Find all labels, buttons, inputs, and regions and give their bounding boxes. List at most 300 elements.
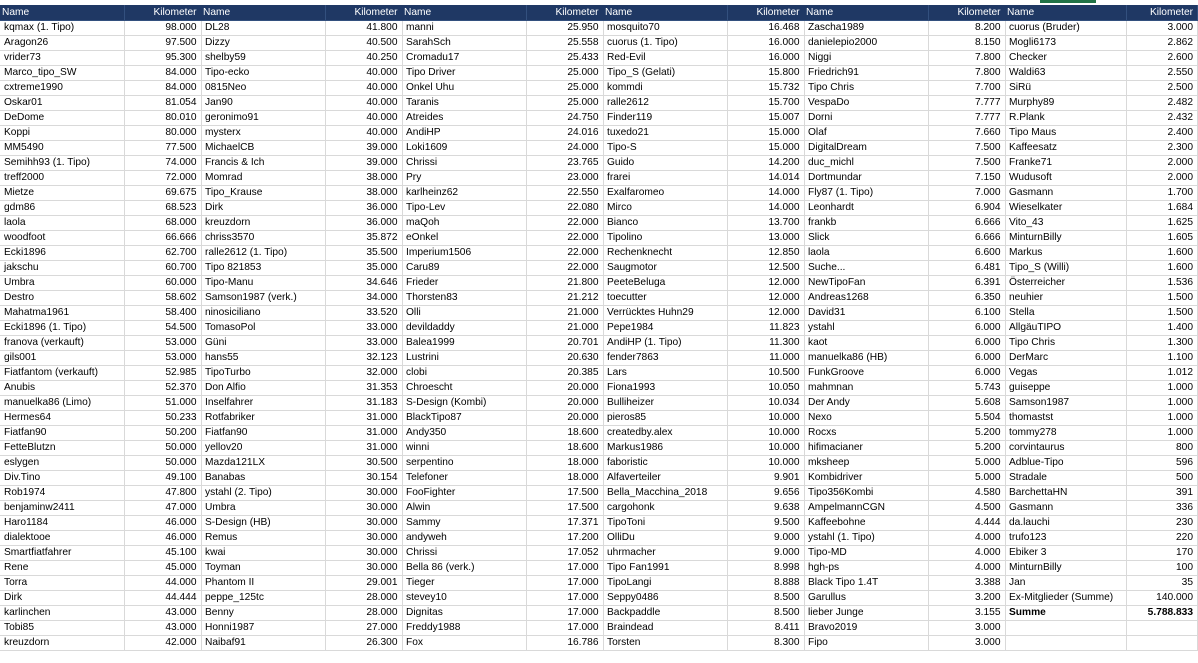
kilometer-cell[interactable]: 34.646 <box>325 276 402 291</box>
kilometer-cell[interactable]: 38.000 <box>325 171 402 186</box>
name-cell[interactable]: Pry <box>402 171 526 186</box>
kilometer-cell[interactable]: 6.666 <box>928 216 1005 231</box>
name-cell[interactable]: Bella_Macchina_2018 <box>603 486 727 501</box>
name-cell[interactable]: AndiHP <box>402 126 526 141</box>
name-cell[interactable]: trufo123 <box>1005 531 1126 546</box>
kilometer-cell[interactable]: 49.100 <box>124 471 201 486</box>
name-cell[interactable]: S-Design (Kombi) <box>402 396 526 411</box>
name-cell[interactable]: Guido <box>603 156 727 171</box>
kilometer-cell[interactable]: 44.000 <box>124 576 201 591</box>
kilometer-cell[interactable]: 6.100 <box>928 306 1005 321</box>
kilometer-cell[interactable]: 30.000 <box>325 561 402 576</box>
name-cell[interactable]: Phantom II <box>201 576 325 591</box>
name-cell[interactable]: Tipo-ecko <box>201 66 325 81</box>
kilometer-cell[interactable]: 40.000 <box>325 96 402 111</box>
name-cell[interactable]: Torsten <box>603 636 727 651</box>
kilometer-cell[interactable]: 2.432 <box>1126 111 1197 126</box>
kilometer-cell[interactable]: 23.765 <box>526 156 603 171</box>
name-cell[interactable]: kreuzdorn <box>0 636 124 651</box>
kilometer-cell[interactable]: 1.600 <box>1126 261 1197 276</box>
kilometer-cell[interactable]: 20.000 <box>526 396 603 411</box>
kilometer-cell[interactable]: 15.700 <box>727 96 804 111</box>
kilometer-cell[interactable]: 45.000 <box>124 561 201 576</box>
kilometer-cell[interactable]: 21.000 <box>526 321 603 336</box>
name-cell[interactable]: Imperium1506 <box>402 246 526 261</box>
name-cell[interactable]: Francis & Ich <box>201 156 325 171</box>
kilometer-cell[interactable]: 21.212 <box>526 291 603 306</box>
name-cell[interactable]: Friedrich91 <box>804 66 928 81</box>
kilometer-cell[interactable]: 10.050 <box>727 381 804 396</box>
kilometer-cell[interactable]: 2.000 <box>1126 156 1197 171</box>
name-cell[interactable]: Sammy <box>402 516 526 531</box>
name-cell[interactable]: Gasmann <box>1005 501 1126 516</box>
name-cell[interactable]: kqmax (1. Tipo) <box>0 21 124 36</box>
name-cell[interactable]: geronimo91 <box>201 111 325 126</box>
name-cell[interactable]: cargohonk <box>603 501 727 516</box>
name-cell[interactable]: kommdi <box>603 81 727 96</box>
kilometer-cell[interactable]: 11.300 <box>727 336 804 351</box>
name-cell[interactable]: Jan90 <box>201 96 325 111</box>
name-cell[interactable]: thomastst <box>1005 411 1126 426</box>
kilometer-cell[interactable]: 31.000 <box>325 441 402 456</box>
name-cell[interactable]: maQoh <box>402 216 526 231</box>
name-cell[interactable]: mksheep <box>804 456 928 471</box>
kilometer-cell[interactable]: 30.000 <box>325 546 402 561</box>
kilometer-cell[interactable]: 6.481 <box>928 261 1005 276</box>
name-header[interactable]: Name <box>201 5 325 21</box>
name-cell[interactable]: Tipo Maus <box>1005 126 1126 141</box>
kilometer-cell[interactable]: 6.666 <box>928 231 1005 246</box>
name-cell[interactable]: eOnkel <box>402 231 526 246</box>
kilometer-cell[interactable]: 22.080 <box>526 201 603 216</box>
name-cell[interactable]: hans55 <box>201 351 325 366</box>
kilometer-cell[interactable]: 32.123 <box>325 351 402 366</box>
name-cell[interactable]: frarei <box>603 171 727 186</box>
name-cell[interactable]: Tipo Chris <box>1005 336 1126 351</box>
name-cell[interactable]: ystahl (2. Tipo) <box>201 486 325 501</box>
name-cell[interactable]: Exalfaromeo <box>603 186 727 201</box>
name-cell[interactable]: Tipolino <box>603 231 727 246</box>
kilometer-cell[interactable]: 33.000 <box>325 321 402 336</box>
name-cell[interactable]: DeDome <box>0 111 124 126</box>
kilometer-cell[interactable]: 30.000 <box>325 486 402 501</box>
kilometer-cell[interactable]: 40.000 <box>325 81 402 96</box>
kilometer-cell[interactable]: 6.000 <box>928 336 1005 351</box>
kilometer-cell[interactable]: 28.000 <box>325 606 402 621</box>
name-cell[interactable]: TomasoPol <box>201 321 325 336</box>
kilometer-cell[interactable]: 58.400 <box>124 306 201 321</box>
name-cell[interactable]: tommy278 <box>1005 426 1126 441</box>
name-cell[interactable]: OlliDu <box>603 531 727 546</box>
kilometer-cell[interactable]: 11.823 <box>727 321 804 336</box>
kilometer-cell[interactable]: 1.700 <box>1126 186 1197 201</box>
kilometer-cell[interactable]: 31.353 <box>325 381 402 396</box>
name-cell[interactable]: Mahatma1961 <box>0 306 124 321</box>
name-cell[interactable]: createdby.alex <box>603 426 727 441</box>
kilometer-cell[interactable]: 4.444 <box>928 516 1005 531</box>
kilometer-cell[interactable]: 16.786 <box>526 636 603 651</box>
kilometer-cell[interactable]: 31.000 <box>325 411 402 426</box>
name-cell[interactable]: Stradale <box>1005 471 1126 486</box>
kilometer-cell[interactable]: 4.000 <box>928 561 1005 576</box>
name-cell[interactable]: ralle2612 <box>603 96 727 111</box>
name-cell[interactable]: DigitalDream <box>804 141 928 156</box>
kilometer-cell[interactable]: 35 <box>1126 576 1197 591</box>
name-cell[interactable]: hifimacianer <box>804 441 928 456</box>
kilometer-cell[interactable]: 3.200 <box>928 591 1005 606</box>
kilometer-cell[interactable]: 41.800 <box>325 21 402 36</box>
kilometer-cell[interactable]: 12.000 <box>727 291 804 306</box>
name-cell[interactable]: Waldi63 <box>1005 66 1126 81</box>
kilometer-cell[interactable]: 68.000 <box>124 216 201 231</box>
name-cell[interactable]: Dizzy <box>201 36 325 51</box>
name-cell[interactable]: clobi <box>402 366 526 381</box>
name-cell[interactable]: Oskar01 <box>0 96 124 111</box>
kilometer-cell[interactable]: 1.300 <box>1126 336 1197 351</box>
kilometer-cell[interactable]: 8.200 <box>928 21 1005 36</box>
name-cell[interactable]: Telefoner <box>402 471 526 486</box>
kilometer-cell[interactable]: 500 <box>1126 471 1197 486</box>
name-cell[interactable]: Remus <box>201 531 325 546</box>
kilometer-cell[interactable]: 1.100 <box>1126 351 1197 366</box>
kilometer-cell[interactable]: 5.200 <box>928 426 1005 441</box>
kilometer-cell[interactable]: 15.007 <box>727 111 804 126</box>
name-cell[interactable]: Olli <box>402 306 526 321</box>
name-cell[interactable]: Ebiker 3 <box>1005 546 1126 561</box>
name-cell[interactable]: Tipo-MD <box>804 546 928 561</box>
kilometer-cell[interactable]: 42.000 <box>124 636 201 651</box>
name-cell[interactable]: Black Tipo 1.4T <box>804 576 928 591</box>
kilometer-cell[interactable]: 40.000 <box>325 126 402 141</box>
name-cell[interactable]: Dirk <box>201 201 325 216</box>
kilometer-cell[interactable]: 35.000 <box>325 261 402 276</box>
kilometer-cell[interactable]: 1.400 <box>1126 321 1197 336</box>
kilometer-cell[interactable]: 84.000 <box>124 66 201 81</box>
kilometer-cell[interactable]: 1.605 <box>1126 231 1197 246</box>
name-cell[interactable]: Dignitas <box>402 606 526 621</box>
kilometer-cell[interactable]: 40.250 <box>325 51 402 66</box>
name-cell[interactable]: Fipo <box>804 636 928 651</box>
name-cell[interactable]: Fly87 (1. Tipo) <box>804 186 928 201</box>
name-header[interactable]: Name <box>402 5 526 21</box>
name-cell[interactable]: Toyman <box>201 561 325 576</box>
name-cell[interactable]: Tobi85 <box>0 621 124 636</box>
kilometer-cell[interactable]: 29.001 <box>325 576 402 591</box>
kilometer-cell[interactable]: 52.370 <box>124 381 201 396</box>
name-cell[interactable]: ninosiciliano <box>201 306 325 321</box>
kilometer-header[interactable]: Kilometer <box>727 5 804 21</box>
kilometer-cell[interactable]: 53.000 <box>124 351 201 366</box>
kilometer-cell[interactable]: 10.000 <box>727 426 804 441</box>
kilometer-cell[interactable]: 20.701 <box>526 336 603 351</box>
kilometer-cell[interactable]: 8.500 <box>727 591 804 606</box>
name-cell[interactable]: TipoToni <box>603 516 727 531</box>
name-cell[interactable]: Mazda121LX <box>201 456 325 471</box>
name-cell[interactable]: Niggi <box>804 51 928 66</box>
name-cell[interactable]: Markus1986 <box>603 441 727 456</box>
name-cell[interactable]: MinturnBilly <box>1005 231 1126 246</box>
kilometer-cell[interactable]: 5.200 <box>928 441 1005 456</box>
kilometer-cell[interactable]: 7.777 <box>928 111 1005 126</box>
kilometer-cell[interactable]: 18.600 <box>526 441 603 456</box>
kilometer-cell[interactable]: 140.000 <box>1126 591 1197 606</box>
kilometer-cell[interactable]: 8.411 <box>727 621 804 636</box>
kilometer-cell[interactable]: 1.684 <box>1126 201 1197 216</box>
kilometer-cell[interactable]: 391 <box>1126 486 1197 501</box>
kilometer-cell[interactable]: 18.000 <box>526 456 603 471</box>
name-cell[interactable]: Tipo-Manu <box>201 276 325 291</box>
name-cell[interactable]: SarahSch <box>402 36 526 51</box>
name-cell[interactable]: VespaDo <box>804 96 928 111</box>
name-cell[interactable]: cxtreme1990 <box>0 81 124 96</box>
kilometer-cell[interactable]: 20.385 <box>526 366 603 381</box>
kilometer-cell[interactable]: 34.000 <box>325 291 402 306</box>
kilometer-cell[interactable]: 14.200 <box>727 156 804 171</box>
kilometer-cell[interactable]: 18.000 <box>526 471 603 486</box>
name-cell[interactable]: manuelka86 (HB) <box>804 351 928 366</box>
name-cell[interactable]: Finder119 <box>603 111 727 126</box>
kilometer-cell[interactable]: 2.500 <box>1126 81 1197 96</box>
name-cell[interactable]: Murphy89 <box>1005 96 1126 111</box>
name-cell[interactable]: laola <box>804 246 928 261</box>
name-cell[interactable]: laola <box>0 216 124 231</box>
name-cell[interactable]: PeeteBeluga <box>603 276 727 291</box>
name-cell[interactable]: kwai <box>201 546 325 561</box>
kilometer-cell[interactable]: 36.000 <box>325 201 402 216</box>
name-header[interactable]: Name <box>603 5 727 21</box>
name-cell[interactable]: ystahl <box>804 321 928 336</box>
kilometer-cell[interactable]: 6.000 <box>928 351 1005 366</box>
name-cell[interactable]: Cromadu17 <box>402 51 526 66</box>
kilometer-cell[interactable]: 14.000 <box>727 201 804 216</box>
name-cell[interactable]: FooFighter <box>402 486 526 501</box>
name-cell[interactable]: chriss3570 <box>201 231 325 246</box>
name-cell[interactable]: Nexo <box>804 411 928 426</box>
name-cell[interactable]: Red-Evil <box>603 51 727 66</box>
kilometer-cell[interactable]: 220 <box>1126 531 1197 546</box>
name-cell[interactable]: Caru89 <box>402 261 526 276</box>
kilometer-cell[interactable]: 13.000 <box>727 231 804 246</box>
name-cell[interactable]: Stella <box>1005 306 1126 321</box>
name-cell[interactable]: woodfoot <box>0 231 124 246</box>
name-cell[interactable]: Bianco <box>603 216 727 231</box>
name-cell[interactable]: duc_michl <box>804 156 928 171</box>
name-cell[interactable]: Hermes64 <box>0 411 124 426</box>
kilometer-cell[interactable]: 7.777 <box>928 96 1005 111</box>
kilometer-cell[interactable]: 1.000 <box>1126 426 1197 441</box>
kilometer-cell[interactable]: 17.200 <box>526 531 603 546</box>
name-cell[interactable]: Summe <box>1005 606 1126 621</box>
name-cell[interactable]: Tipo Driver <box>402 66 526 81</box>
name-cell[interactable]: devildaddy <box>402 321 526 336</box>
kilometer-cell[interactable]: 43.000 <box>124 606 201 621</box>
name-cell[interactable]: winni <box>402 441 526 456</box>
kilometer-cell[interactable]: 9.638 <box>727 501 804 516</box>
name-cell[interactable]: eslygen <box>0 456 124 471</box>
kilometer-cell[interactable]: 25.950 <box>526 21 603 36</box>
name-cell[interactable]: Chrissi <box>402 546 526 561</box>
kilometer-cell[interactable]: 30.000 <box>325 501 402 516</box>
kilometer-cell[interactable]: 6.904 <box>928 201 1005 216</box>
kilometer-cell[interactable]: 95.300 <box>124 51 201 66</box>
name-cell[interactable]: Tipo_S (Willi) <box>1005 261 1126 276</box>
kilometer-cell[interactable]: 6.000 <box>928 321 1005 336</box>
kilometer-cell[interactable]: 25.000 <box>526 96 603 111</box>
kilometer-cell[interactable]: 33.000 <box>325 336 402 351</box>
kilometer-cell[interactable]: 336 <box>1126 501 1197 516</box>
kilometer-cell[interactable]: 35.872 <box>325 231 402 246</box>
name-cell[interactable]: serpentino <box>402 456 526 471</box>
name-cell[interactable]: karlheinz62 <box>402 186 526 201</box>
name-cell[interactable]: Don Alfio <box>201 381 325 396</box>
kilometer-cell[interactable]: 74.000 <box>124 156 201 171</box>
name-cell[interactable]: Checker <box>1005 51 1126 66</box>
kilometer-cell[interactable]: 23.000 <box>526 171 603 186</box>
name-cell[interactable]: DerMarc <box>1005 351 1126 366</box>
name-cell[interactable]: Rob1974 <box>0 486 124 501</box>
kilometer-cell[interactable]: 800 <box>1126 441 1197 456</box>
kilometer-cell[interactable]: 45.100 <box>124 546 201 561</box>
kilometer-cell[interactable]: 1.536 <box>1126 276 1197 291</box>
name-cell[interactable]: R.Plank <box>1005 111 1126 126</box>
kilometer-cell[interactable] <box>1126 636 1197 651</box>
kilometer-cell[interactable]: 16.468 <box>727 21 804 36</box>
kilometer-cell[interactable]: 17.000 <box>526 591 603 606</box>
name-cell[interactable]: gils001 <box>0 351 124 366</box>
kilometer-cell[interactable]: 16.000 <box>727 36 804 51</box>
name-cell[interactable]: neuhier <box>1005 291 1126 306</box>
name-cell[interactable]: Anubis <box>0 381 124 396</box>
kilometer-cell[interactable]: 6.600 <box>928 246 1005 261</box>
name-cell[interactable]: Vito_43 <box>1005 216 1126 231</box>
name-cell[interactable]: Mogli6173 <box>1005 36 1126 51</box>
name-cell[interactable]: Tipo-S <box>603 141 727 156</box>
kilometer-cell[interactable]: 54.500 <box>124 321 201 336</box>
name-cell[interactable]: Benny <box>201 606 325 621</box>
name-cell[interactable]: karlinchen <box>0 606 124 621</box>
kilometer-cell[interactable]: 7.800 <box>928 66 1005 81</box>
name-cell[interactable]: Mirco <box>603 201 727 216</box>
kilometer-cell[interactable]: 15.000 <box>727 141 804 156</box>
kilometer-cell[interactable]: 17.000 <box>526 606 603 621</box>
kilometer-cell[interactable]: 28.000 <box>325 591 402 606</box>
kilometer-cell[interactable]: 1.000 <box>1126 396 1197 411</box>
kilometer-cell[interactable]: 80.010 <box>124 111 201 126</box>
name-cell[interactable]: ystahl (1. Tipo) <box>804 531 928 546</box>
kilometer-cell[interactable]: 25.000 <box>526 81 603 96</box>
name-cell[interactable]: Olaf <box>804 126 928 141</box>
kilometer-cell[interactable]: 53.000 <box>124 336 201 351</box>
name-cell[interactable]: Div.Tino <box>0 471 124 486</box>
kilometer-cell[interactable]: 9.901 <box>727 471 804 486</box>
kilometer-cell[interactable]: 39.000 <box>325 141 402 156</box>
kilometer-header[interactable]: Kilometer <box>1126 5 1197 21</box>
name-cell[interactable]: Backpaddle <box>603 606 727 621</box>
kilometer-cell[interactable]: 81.054 <box>124 96 201 111</box>
name-cell[interactable]: Taranis <box>402 96 526 111</box>
name-cell[interactable]: Umbra <box>201 501 325 516</box>
name-cell[interactable]: Andreas1268 <box>804 291 928 306</box>
kilometer-cell[interactable]: 21.000 <box>526 306 603 321</box>
name-cell[interactable]: 0815Neo <box>201 81 325 96</box>
kilometer-cell[interactable]: 58.602 <box>124 291 201 306</box>
kilometer-cell[interactable]: 20.000 <box>526 381 603 396</box>
name-cell[interactable]: Chroescht <box>402 381 526 396</box>
name-cell[interactable]: stevey10 <box>402 591 526 606</box>
kilometer-cell[interactable]: 32.000 <box>325 366 402 381</box>
kilometer-cell[interactable]: 69.675 <box>124 186 201 201</box>
name-cell[interactable]: FetteBlutzn <box>0 441 124 456</box>
kilometer-cell[interactable]: 3.000 <box>928 636 1005 651</box>
kilometer-cell[interactable]: 2.400 <box>1126 126 1197 141</box>
name-cell[interactable]: Rotfabriker <box>201 411 325 426</box>
kilometer-cell[interactable]: 31.000 <box>325 426 402 441</box>
kilometer-cell[interactable]: 5.608 <box>928 396 1005 411</box>
kilometer-cell[interactable]: 9.500 <box>727 516 804 531</box>
kilometer-cell[interactable]: 39.000 <box>325 156 402 171</box>
name-cell[interactable]: mahmnan <box>804 381 928 396</box>
name-cell[interactable]: Thorsten83 <box>402 291 526 306</box>
kilometer-cell[interactable]: 9.656 <box>727 486 804 501</box>
name-cell[interactable]: Momrad <box>201 171 325 186</box>
name-cell[interactable]: Pepe1984 <box>603 321 727 336</box>
name-cell[interactable] <box>1005 621 1126 636</box>
kilometer-cell[interactable]: 10.000 <box>727 441 804 456</box>
name-cell[interactable]: Semihh93 (1. Tipo) <box>0 156 124 171</box>
name-cell[interactable]: Braindead <box>603 621 727 636</box>
name-cell[interactable]: TipoTurbo <box>201 366 325 381</box>
name-cell[interactable]: gdm86 <box>0 201 124 216</box>
name-cell[interactable]: kreuzdorn <box>201 216 325 231</box>
name-cell[interactable]: Seppy0486 <box>603 591 727 606</box>
name-cell[interactable]: Torra <box>0 576 124 591</box>
name-cell[interactable]: Österreicher <box>1005 276 1126 291</box>
name-cell[interactable]: BlackTipo87 <box>402 411 526 426</box>
name-cell[interactable]: Fiatfantom (verkauft) <box>0 366 124 381</box>
kilometer-cell[interactable]: 50.200 <box>124 426 201 441</box>
name-cell[interactable]: Der Andy <box>804 396 928 411</box>
name-cell[interactable]: Banabas <box>201 471 325 486</box>
kilometer-cell[interactable]: 40.500 <box>325 36 402 51</box>
kilometer-cell[interactable]: 4.580 <box>928 486 1005 501</box>
kilometer-cell[interactable]: 43.000 <box>124 621 201 636</box>
kilometer-cell[interactable]: 33.520 <box>325 306 402 321</box>
kilometer-cell[interactable]: 2.482 <box>1126 96 1197 111</box>
name-cell[interactable]: Fiatfan90 <box>0 426 124 441</box>
kilometer-cell[interactable]: 21.800 <box>526 276 603 291</box>
name-cell[interactable]: Mietze <box>0 186 124 201</box>
name-cell[interactable]: Garullus <box>804 591 928 606</box>
kilometer-cell[interactable]: 2.600 <box>1126 51 1197 66</box>
name-cell[interactable]: FunkGroove <box>804 366 928 381</box>
name-cell[interactable]: Saugmotor <box>603 261 727 276</box>
name-cell[interactable]: Naibaf91 <box>201 636 325 651</box>
name-cell[interactable]: Balea1999 <box>402 336 526 351</box>
kilometer-cell[interactable]: 12.000 <box>727 276 804 291</box>
name-cell[interactable]: andyweh <box>402 531 526 546</box>
kilometer-cell[interactable]: 3.000 <box>1126 21 1197 36</box>
name-cell[interactable]: Dorni <box>804 111 928 126</box>
name-cell[interactable]: lieber Junge <box>804 606 928 621</box>
kilometer-cell[interactable]: 25.433 <box>526 51 603 66</box>
kilometer-cell[interactable]: 46.000 <box>124 516 201 531</box>
name-header[interactable]: Name <box>804 5 928 21</box>
kilometer-cell[interactable]: 596 <box>1126 456 1197 471</box>
kilometer-cell[interactable]: 1.012 <box>1126 366 1197 381</box>
name-cell[interactable]: Lustrini <box>402 351 526 366</box>
kilometer-cell[interactable]: 22.000 <box>526 231 603 246</box>
kilometer-header[interactable]: Kilometer <box>325 5 402 21</box>
